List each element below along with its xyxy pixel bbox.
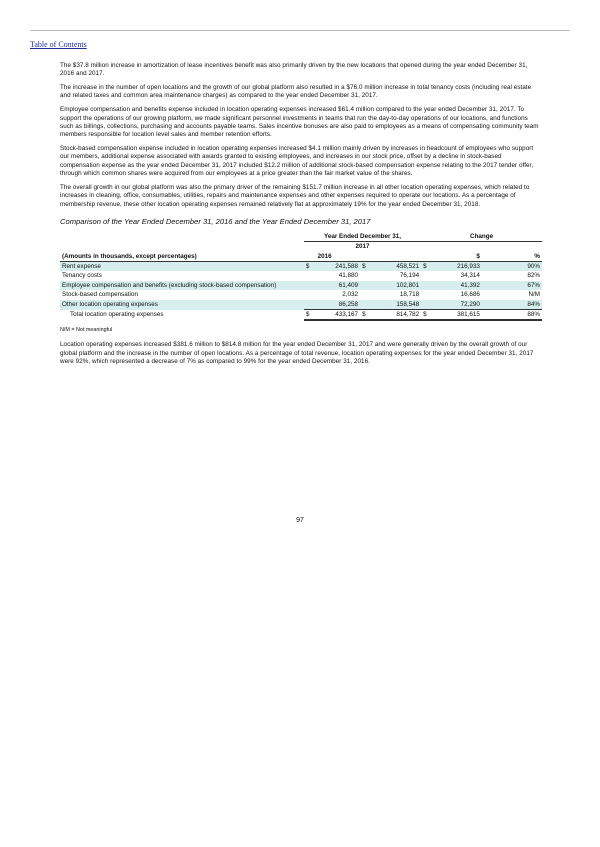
- row-label: Other location operating expenses: [60, 300, 304, 310]
- value-2016: 86,258: [316, 300, 360, 310]
- value-percent: 82%: [527, 272, 540, 280]
- value-2017: 102,801: [372, 281, 421, 290]
- footnote: N/M = Not meaningful: [60, 327, 113, 334]
- value-change: 216,933: [433, 262, 482, 272]
- location-operating-expenses-table: [60, 232, 542, 322]
- table-of-contents-link[interactable]: Table of Contents: [30, 40, 87, 49]
- header-2016: 2016: [316, 252, 360, 262]
- value-2016: 241,588: [316, 262, 360, 272]
- header-change-percent: %: [482, 252, 542, 262]
- row-label: Tenancy costs: [62, 272, 102, 280]
- paragraph: Location operating expenses increased $381.6 million to $814.8 million for the year ended December 31, 2017 and were generally driven by the overall growth of our global platform and the increase in the number of open locations. As a percentage of total revenue, location operating expenses for the year ended December 31, 2017 were 92%, which represented a decrease of 7% as compared to 99% for the year ended December 31, 2016.: [60, 341, 534, 366]
- value-percent: 84%: [482, 300, 542, 310]
- row-label: Rent expense: [60, 262, 304, 272]
- paragraph: Employee compensation and benefits expense included in location operating expenses increased $61.4 million compared to the year ended December 31, 2017. To support the operations of our growing platform, we made significant personnel investments in teams that run the day-to-day operations of our locations, and functions such as billings, collections, purchasing and accounts payable teams. Sales incentive bonuses are also paid to employees as a means of compensating community team members responsible for location level sales and member retention efforts.: [60, 106, 539, 139]
- value-percent: N/M: [528, 291, 540, 299]
- currency-symbol: $: [421, 262, 433, 272]
- value-change: 16,686: [460, 291, 480, 299]
- total-label: Total location operating expenses: [70, 311, 164, 319]
- header-year-2017: 2017: [355, 243, 370, 251]
- value-2017: 158,548: [372, 300, 421, 310]
- top-divider: [30, 30, 570, 31]
- value-2016: 61,409: [316, 281, 360, 290]
- value-2017: 18,718: [399, 291, 420, 299]
- value-2016: 41,880: [338, 272, 359, 280]
- row-label: Employee compensation and benefits (excluding stock-based compensation): [60, 281, 304, 290]
- paragraph: The overall growth in our global platform was also the primary driver of the remaining $151.7 million increase in all other location operating expenses, which related to increases in cleaning, office, consumables, utilities, repairs and maintenance expenses and other expenses required to operate our locations. As a percentage of membership revenue, these other location operating expenses remained relatively flat at approximately 19% for the year ended December 31, 2018.: [60, 183, 530, 208]
- value-2017: 458,521: [372, 262, 421, 272]
- currency-symbol: $: [304, 262, 316, 272]
- value-change: 34,314: [460, 272, 480, 280]
- row-label: Stock-based compensation: [62, 291, 138, 299]
- table-total-row: [60, 310, 542, 321]
- currency-symbol: $: [360, 262, 372, 272]
- value-change: 41,392: [433, 281, 482, 290]
- total-change: 381,615: [433, 310, 482, 321]
- currency-symbol: $: [360, 310, 372, 321]
- group-header-year-ended: Year Ended December 31,: [304, 232, 421, 242]
- value-2016: 2,032: [342, 291, 359, 299]
- table-row: [60, 262, 542, 272]
- value-change: 72,290: [433, 300, 482, 310]
- total-percent: 88%: [482, 310, 542, 321]
- paragraph: The $37.8 million increase in amortization of lease incentives benefit was also primarily driven by the new locations that opened during the year ended December 31, 2016 and 2017.: [60, 62, 528, 78]
- group-header-change: Change: [421, 232, 542, 242]
- value-percent: 67%: [482, 281, 542, 290]
- value-2017: 76,194: [399, 272, 420, 280]
- header-change-dollar: $: [433, 252, 482, 262]
- table-row: [60, 300, 542, 310]
- table-row: [60, 281, 542, 290]
- section-title: Comparison of the Year Ended December 31, 2016 and the Year Ended December 31, 2017: [60, 216, 371, 226]
- document-body: [60, 62, 542, 372]
- paragraph: Stock-based compensation expense included in location operating expenses increased $4.1 million mainly driven by increases in headcount of employees who support our members, additional expense associated with awards granted to existing employees, and increases in our stock price, offset by a decline in stock-based compensation expense as the year ended December 31, 2017 included $12.2 million of additional stock-based compensation expense relating to the 2017 tender offer, through which common shares were acquired from our employees at a price greater than the fair market value of the shares.: [60, 145, 534, 178]
- table-row: [60, 271, 542, 280]
- total-2017: 814,782: [372, 310, 421, 321]
- table-row: [60, 290, 542, 299]
- page-number: 97: [296, 517, 304, 524]
- paragraph: The increase in the number of open locations and the growth of our global platform also resulted in a $76.0 million increase in total tenancy costs (including real estate and related taxes and common area maintenance charges) as compared to the year ended December 31, 2017.: [60, 84, 532, 100]
- header-amounts-label: (Amounts in thousands, except percentages): [60, 252, 304, 262]
- currency-symbol: $: [421, 310, 433, 321]
- value-percent: 90%: [482, 262, 542, 272]
- total-2016: 433,167: [316, 310, 360, 321]
- currency-symbol: $: [304, 310, 316, 321]
